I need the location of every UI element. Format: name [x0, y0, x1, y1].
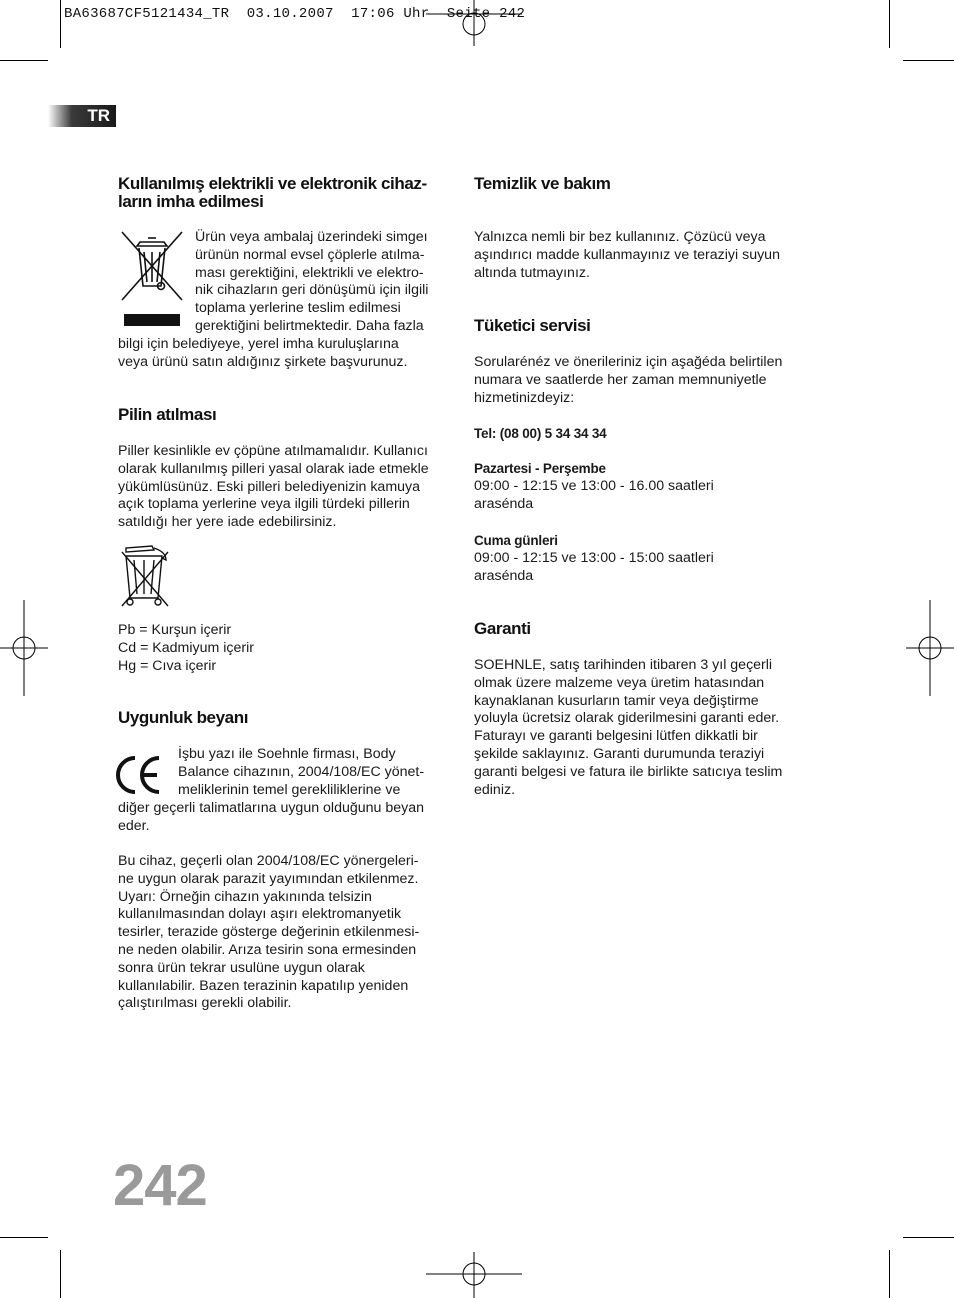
mon-thu-label: Pazartesi - Perşembe: [474, 461, 606, 476]
battery-metals-list: [118, 622, 418, 675]
ce-mark-icon: [114, 754, 164, 796]
cleaning-title: Temizlik ve bakım: [474, 174, 611, 193]
battery-text: Piller kesinlikle ev çöpüne atılmamalıdır. Kullanıcı olarak kullanılmış pilleri yasal olarak iade etmekle yükümlüsünüz. Eski pilleri belediyenizin kamuya açık toplama yerlerine veya ilgili türdeki pillerin satıldığı her yere iade edebilirsiniz.: [118, 443, 429, 531]
crossed-bin-icon: [118, 228, 186, 330]
warranty-title: Garanti: [474, 619, 531, 638]
disposal-title: Kullanılmış elektrikli ve elektronik cihaz- ların imha edilmesi: [118, 174, 427, 211]
service-phone: Tel: (08 00) 5 34 34 34: [474, 426, 607, 441]
cleaning-text: Yalnızca nemli bir bez kullanınız. Çözücü veya aşındırıcı madde kullanmayınız ve teraziyi suyun altında tutmayınız.: [474, 229, 780, 281]
conformity-title: Uygunluk beyanı: [118, 708, 249, 727]
disposal-section: [118, 175, 458, 211]
disposal-text: bilgi için belediyeye, yerel imha kuruluşlarına veya ürünü satın aldığınız şirkete başvurunuz.: [118, 336, 408, 370]
mon-thu-hours: 09:00 - 12:15 ve 13:00 - 16.00 saatleri arasénda: [474, 478, 714, 512]
metal-lead: Pb = Kurşun içerir: [118, 622, 232, 638]
registration-mark-bottom: [426, 1250, 522, 1298]
battery-title: Pilin atılması: [118, 405, 217, 424]
registration-mark-right: [906, 600, 954, 696]
conformity-wrapped-text: İşbu yazı ile Soehnle firması, Body Balance cihazının, 2004/108/EC yönet- meliklerinin temel gerekliliklerine ve: [178, 746, 425, 798]
service-text: Sorularénéz ve önerileriniz için aşağéda belirtilen numara ve saatlerde her zaman memnuniyetle hizmetinizdeyiz:: [474, 354, 783, 406]
service-title: Tüketici servisi: [474, 316, 591, 335]
disposal-wrapped-text: Ürün veya ambalaj üzerindeki simgeı ürünün normal evsel çöplerle atılma- ması gerektiğini, elektrikli ve elektro- nik cihazların geri dönüşümü için ilgili toplama yerlerine teslim edilmesi gerektiğini belirtmektedir. Daha fazla: [195, 229, 429, 334]
fri-hours: 09:00 - 12:15 ve 13:00 - 15:00 saatleri arasénda: [474, 550, 714, 584]
print-header: BA63687CF5121434_TR 03.10.2007 17:06 Uhr Seite 242: [64, 6, 526, 22]
metal-cadmium: Cd = Kadmiyum içerir: [118, 639, 255, 656]
registration-mark-left: [0, 600, 48, 696]
metal-mercury: Hg = Cıva içerir: [118, 657, 217, 674]
conformity-text: diğer geçerli talimatlarına uygun olduğunu beyan eder.: [118, 800, 425, 834]
language-tab: [48, 105, 116, 127]
conformity-warning-text: Bu cihaz, geçerli olan 2004/108/EC yönergeleri- ne uygun olarak parazit yayımından etkilenmez. Uyarı: Örneğin cihazın yakınında telsizin kullanılmasından dolayı aşırı elektromanyetik tesirler, terazide gösterge değerinin etkilenmesi- ne neden olabilir. Arıza tesirin sona ermesinden sonra ürün tekrar usulüne uygun olarak kullanılabilir. Bazen terazinin kapatılıp yeniden çalıştırılması gerekli olabilir.: [118, 853, 420, 1012]
page-number: 242: [113, 1153, 207, 1218]
warranty-text: SOEHNLE, satış tarihinden itibaren 3 yıl geçerli olmak üzere malzeme veya üretim hatasından kaynaklanan kusurların tamir veya değiştirme yoluyla ücretsiz olarak giderilmesini garanti eder. Faturayı ve garanti belgesini lütfen dikkatli bir şekilde saklayınız. Garanti durumunda teraziyi garanti belgesi ve fatura ile birlikte satıcıya teslim ediniz.: [474, 657, 783, 798]
battery-bin-icon: [118, 542, 174, 610]
fri-label: Cuma günleri: [474, 533, 558, 548]
language-label: TR: [87, 106, 110, 125]
